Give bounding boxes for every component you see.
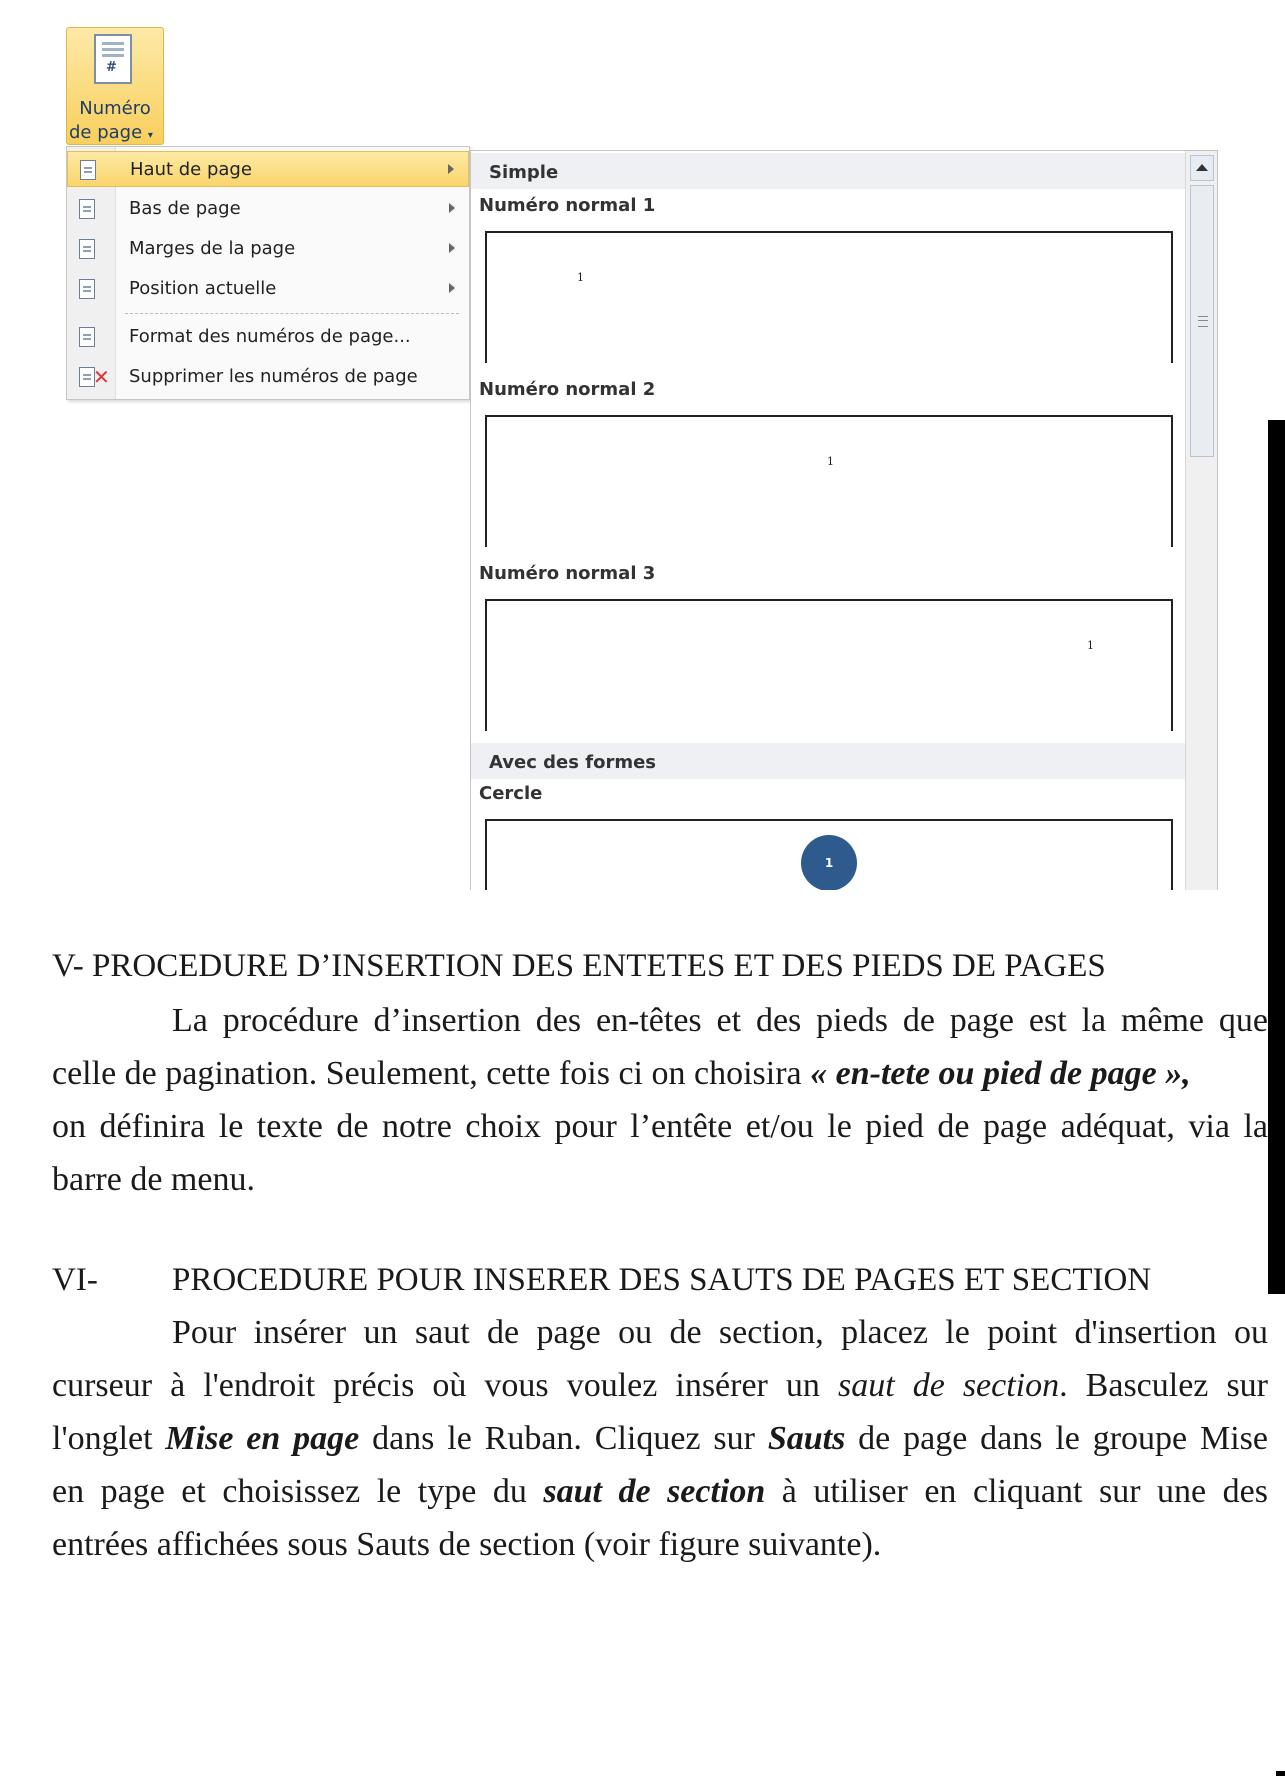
paragraph-line: en page et choisissez le type du saut de section à utiliser en cliquant sur une des	[52, 1473, 1268, 1510]
menu-item-label: Supprimer les numéros de page	[129, 366, 418, 387]
submenu-arrow-icon	[448, 164, 454, 174]
page-number-label-line1: Numéro	[79, 98, 151, 119]
paragraph-line: l'onglet Mise en page dans le Ruban. Cliquez sur Sauts de page dans le groupe Mise	[52, 1420, 1268, 1457]
menu-item-label: Position actuelle	[129, 278, 277, 299]
section6-heading-number: VI-	[52, 1262, 98, 1298]
page-number-button[interactable]	[66, 27, 164, 145]
edge-mark	[1276, 1771, 1285, 1776]
menu-item-page-margins[interactable]	[67, 231, 469, 267]
menu-item-label: Bas de page	[129, 198, 241, 219]
menu-item-label: Format des numéros de page...	[129, 326, 411, 347]
page-number-menu	[66, 146, 470, 400]
submenu-arrow-icon	[449, 243, 455, 253]
menu-item-current-position[interactable]	[67, 271, 469, 307]
format-numbers-icon	[79, 327, 95, 347]
gallery-item-label: Cercle	[479, 783, 543, 804]
menu-item-page-bottom[interactable]	[67, 191, 469, 227]
gallery-scrollbar[interactable]	[1185, 151, 1217, 890]
section5-heading: V- PROCEDURE D’INSERTION DES ENTETES ET DES PIEDS DE PAGES	[52, 948, 1106, 984]
page-number-label-line2: de page ▾	[69, 122, 153, 143]
scrollbar-thumb[interactable]	[1190, 185, 1214, 457]
page-number-icon: #	[94, 34, 132, 84]
menu-item-label: Marges de la page	[129, 238, 296, 259]
page-bottom-icon	[79, 199, 95, 219]
page-number-gallery	[470, 150, 1218, 890]
gallery-section-header: Simple	[471, 153, 1185, 189]
page-margins-icon	[79, 239, 95, 259]
paragraph-line: La procédure d’insertion des en-têtes et des pieds de page est la même que	[172, 1002, 1268, 1039]
paragraph-line: barre de menu.	[52, 1161, 255, 1198]
scroll-up-icon[interactable]	[1190, 155, 1214, 181]
paragraph-line: entrées affichées sous Sauts de section (voir figure suivante).	[52, 1526, 882, 1563]
paragraph-line: Pour insérer un saut de page ou de section, placez le point d'insertion ou	[172, 1314, 1268, 1351]
circle-number-icon: 1	[801, 835, 857, 890]
gallery-section-header: Avec des formes	[471, 743, 1185, 779]
menu-item-page-top[interactable]	[67, 151, 469, 187]
paragraph-line: curseur à l'endroit précis où vous voulez insérer un saut de section. Basculez sur	[52, 1367, 1268, 1404]
gallery-item-normal-3[interactable]: 1	[485, 599, 1173, 731]
gallery-item-label: Numéro normal 1	[479, 195, 656, 216]
menu-item-format-numbers[interactable]	[67, 319, 469, 355]
gallery-item-normal-1[interactable]: 1	[485, 231, 1173, 363]
menu-item-delete-numbers[interactable]	[67, 359, 469, 395]
edge-bar	[1268, 420, 1285, 1294]
gallery-item-circle[interactable]	[485, 819, 1173, 890]
delete-x-icon: ✕	[93, 365, 110, 389]
section6-heading: PROCEDURE POUR INSERER DES SAUTS DE PAGES ET SECTION	[172, 1262, 1152, 1298]
submenu-arrow-icon	[449, 283, 455, 293]
page-top-icon	[80, 160, 96, 180]
paragraph-line: celle de pagination. Seulement, cette fois ci on choisira « en-tete ou pied de page »,	[52, 1055, 1191, 1092]
gallery-item-label: Numéro normal 3	[479, 563, 656, 584]
gallery-item-label: Numéro normal 2	[479, 379, 656, 400]
current-position-icon	[79, 279, 95, 299]
paragraph-line: on définira le texte de notre choix pour l’entête et/ou le pied de page adéquat, via la	[52, 1108, 1268, 1145]
submenu-arrow-icon	[449, 203, 455, 213]
gallery-item-normal-2[interactable]: 1	[485, 415, 1173, 547]
menu-item-label: Haut de page	[130, 159, 252, 180]
